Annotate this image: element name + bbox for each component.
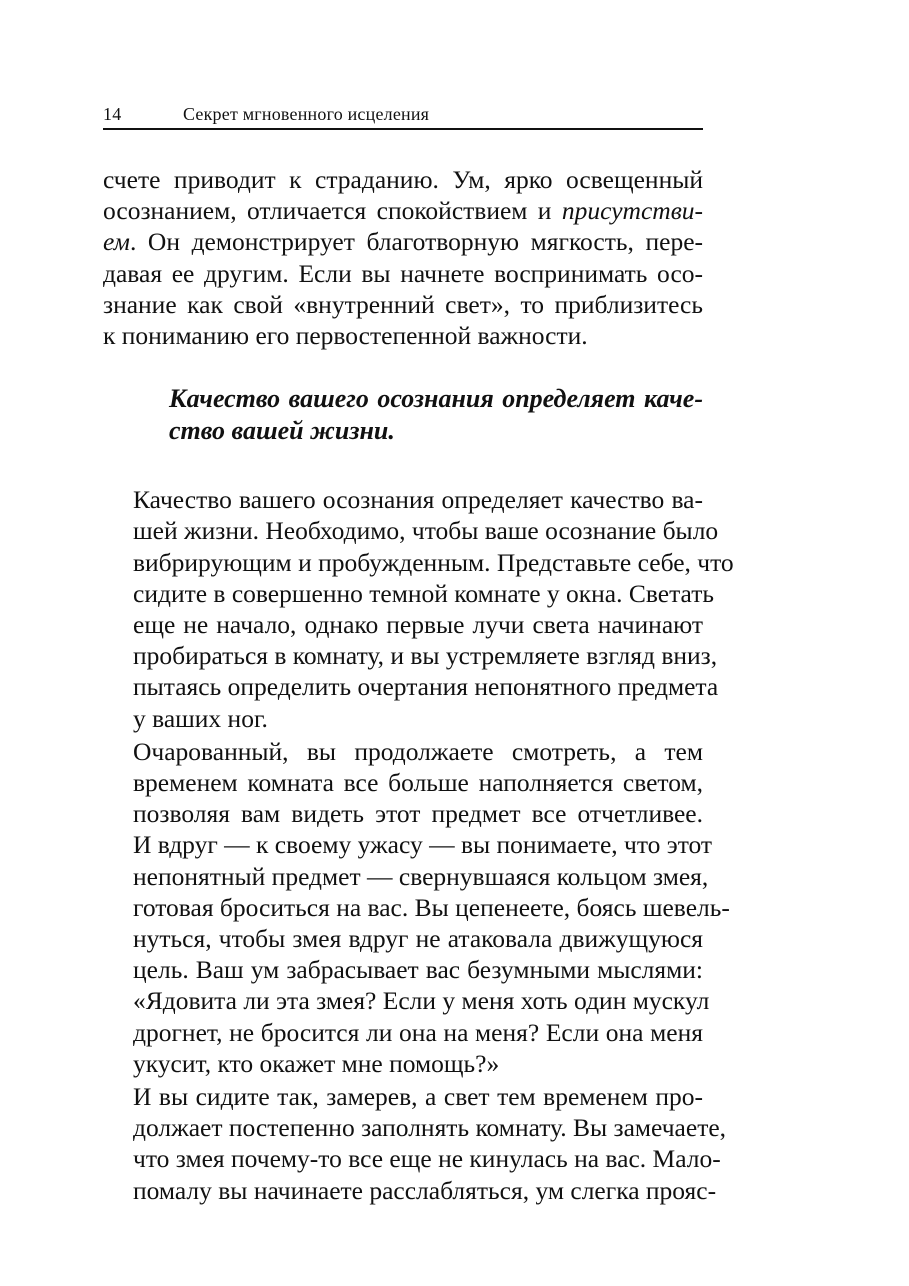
text-line: шей жизни. Необходимо, чтобы ваше осознание было: [133, 516, 719, 546]
text-line: счете приводит к страданию. Ум, ярко освещенный: [103, 165, 703, 194]
text-line: [103, 226, 703, 257]
text-line: дрогнет, не бросится ли она на меня? Если она меня: [133, 1017, 703, 1047]
text-line: И вы сидите так, замерев, а свет тем временем про-: [133, 1082, 703, 1112]
text-line: нуться, чтобы змея вдруг не атаковала движущуюся: [133, 924, 703, 954]
italic-text: присутстви-: [561, 196, 703, 226]
text-line: Очарованный, вы продолжаете смотреть, а тем: [133, 736, 703, 766]
text-line: давая ее другим. Если вы начнете воспринимать осо-: [103, 258, 703, 288]
text-line: Качество вашего осознания определяет качество ва-: [133, 485, 703, 515]
italic-text: ем: [103, 227, 130, 257]
pull-quote-line: ство вашей жизни.: [169, 415, 395, 445]
text-line: непонятный предмет — свернувшаяся кольцом змея,: [133, 861, 709, 891]
text-line: к пониманию его первостепенной важности.: [103, 321, 588, 351]
running-head: [103, 100, 703, 130]
paragraph-3: [103, 736, 730, 1079]
text-line: пытаясь определить очертания непонятного предмета: [133, 672, 719, 702]
text-line: еще не начало, однако первые лучи света начинают: [133, 610, 703, 640]
text-line: вибрирующим и пробужденным. Представьте себе, что: [133, 547, 734, 577]
running-title: Секрет мгновенного исцеления: [183, 104, 430, 124]
text-fragment: . Он демонстрирует благотворную мягкость, пере-: [129, 227, 703, 257]
text-fragment: осознанием, отличается спокойствием и: [103, 196, 562, 226]
book-page: [103, 100, 734, 1206]
paragraph-4: [103, 1081, 727, 1206]
text-line: позволяя вам видеть этот предмет все отчетливее.: [133, 799, 703, 829]
text-line: укусит, кто окажет мне помощь?»: [133, 1048, 500, 1078]
page-number: 14: [103, 104, 122, 124]
pull-quote: [103, 383, 703, 446]
pull-quote-line: Качество вашего осознания определяет каче-: [169, 384, 703, 414]
text-line: пробираться в комнату, и вы устремляете взгляд вниз,: [133, 641, 718, 671]
text-line: цель. Ваш ум забрасывает вас безумными мыслями:: [133, 955, 703, 985]
body-text: [103, 164, 734, 1206]
paragraph-1: [103, 164, 703, 351]
text-line: помалу вы начинаете расслабляться, ум слегка прояс-: [133, 1175, 717, 1205]
text-line: [103, 195, 703, 226]
text-line: что змея почему-то все еще не кинулась на вас. Мало-: [133, 1144, 721, 1174]
text-line: временем комната все больше наполняется светом,: [133, 768, 703, 798]
text-line: знание как свой «внутренний свет», то приблизитесь: [103, 289, 703, 319]
text-line: сидите в совершенно темной комнате у окна. Светать: [133, 578, 714, 608]
text-line: должает постепенно заполнять комнату. Вы замечаете,: [133, 1113, 727, 1143]
text-line: «Ядовита ли эта змея? Если у меня хоть один мускул: [133, 986, 710, 1016]
paragraph-2: [103, 484, 734, 734]
text-line: у ваших ног.: [133, 703, 268, 733]
text-line: И вдруг — к своему ужасу — вы понимаете, что этот: [133, 830, 713, 860]
text-line: готовая броситься на вас. Вы цепенеете, боясь шевель-: [133, 892, 730, 922]
